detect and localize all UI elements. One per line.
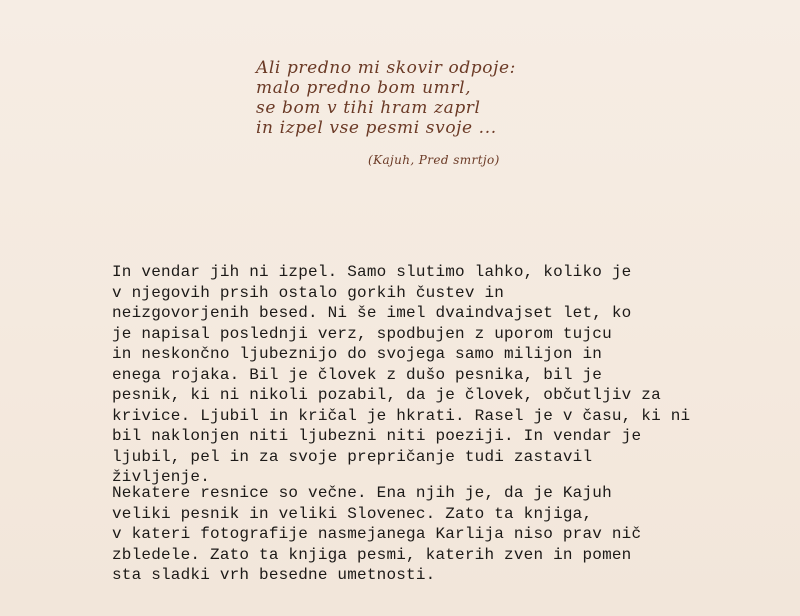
poem-line: Ali predno mi skovir odpoje: [256,58,516,78]
text-line: krivice. Ljubil in kričal je hkrati. Rasel je v času, ki ni [112,406,691,425]
poem-line: malo predno bom umrl, [256,78,472,98]
paragraph-2 [112,483,752,586]
text-line: bil naklonjen niti ljubezni niti poeziji. In vendar je [112,427,642,445]
text-line: In vendar jih ni izpel. Samo slutimo lahko, koliko je [112,263,632,281]
text-line: sta sladki vrh besedne umetnosti. [112,566,436,584]
text-line: je napisal poslednji verz, spodbujen z uporom tujcu [112,324,612,343]
text-line: v njegovih prsih ostalo gorkih čustev in [112,283,505,302]
text-line: v kateri fotografije nasmejanega Karlija niso prav nič [112,525,642,543]
text-line: enega rojaka. Bil je človek z dušo pesnika, bil je [112,365,603,384]
text-line: zbledele. Zato ta knjiga pesmi, katerih zven in pomen [112,545,632,564]
text-line: pesnik, ki ni nikoli pozabil, da je človek, občutljiv za [112,386,661,404]
text-line: Nekatere resnice so večne. Ena njih je, da je Kajuh [112,484,612,502]
poem-epigraph [256,58,676,138]
poem-line: in izpel vse pesmi svoje ... [256,118,497,138]
text-line: ljubil, pel in za svoje prepričanje tudi zastavil [112,447,593,466]
text-line: življenje. [112,468,211,486]
text-line: veliki pesnik in veliki Slovenec. Zato ta knjiga, [112,504,593,523]
poem-line: se bom v tihi hram zaprl [256,98,481,118]
text-line: in neskončno ljubeznijo do svojega samo milijon in [112,345,603,363]
paragraph-1 [112,262,752,488]
poem-attribution: (Kajuh, Pred smrtjo) [368,153,500,167]
text-line: neizgovorjenih besed. Ni še imel dvaindvajset let, ko [112,304,632,322]
